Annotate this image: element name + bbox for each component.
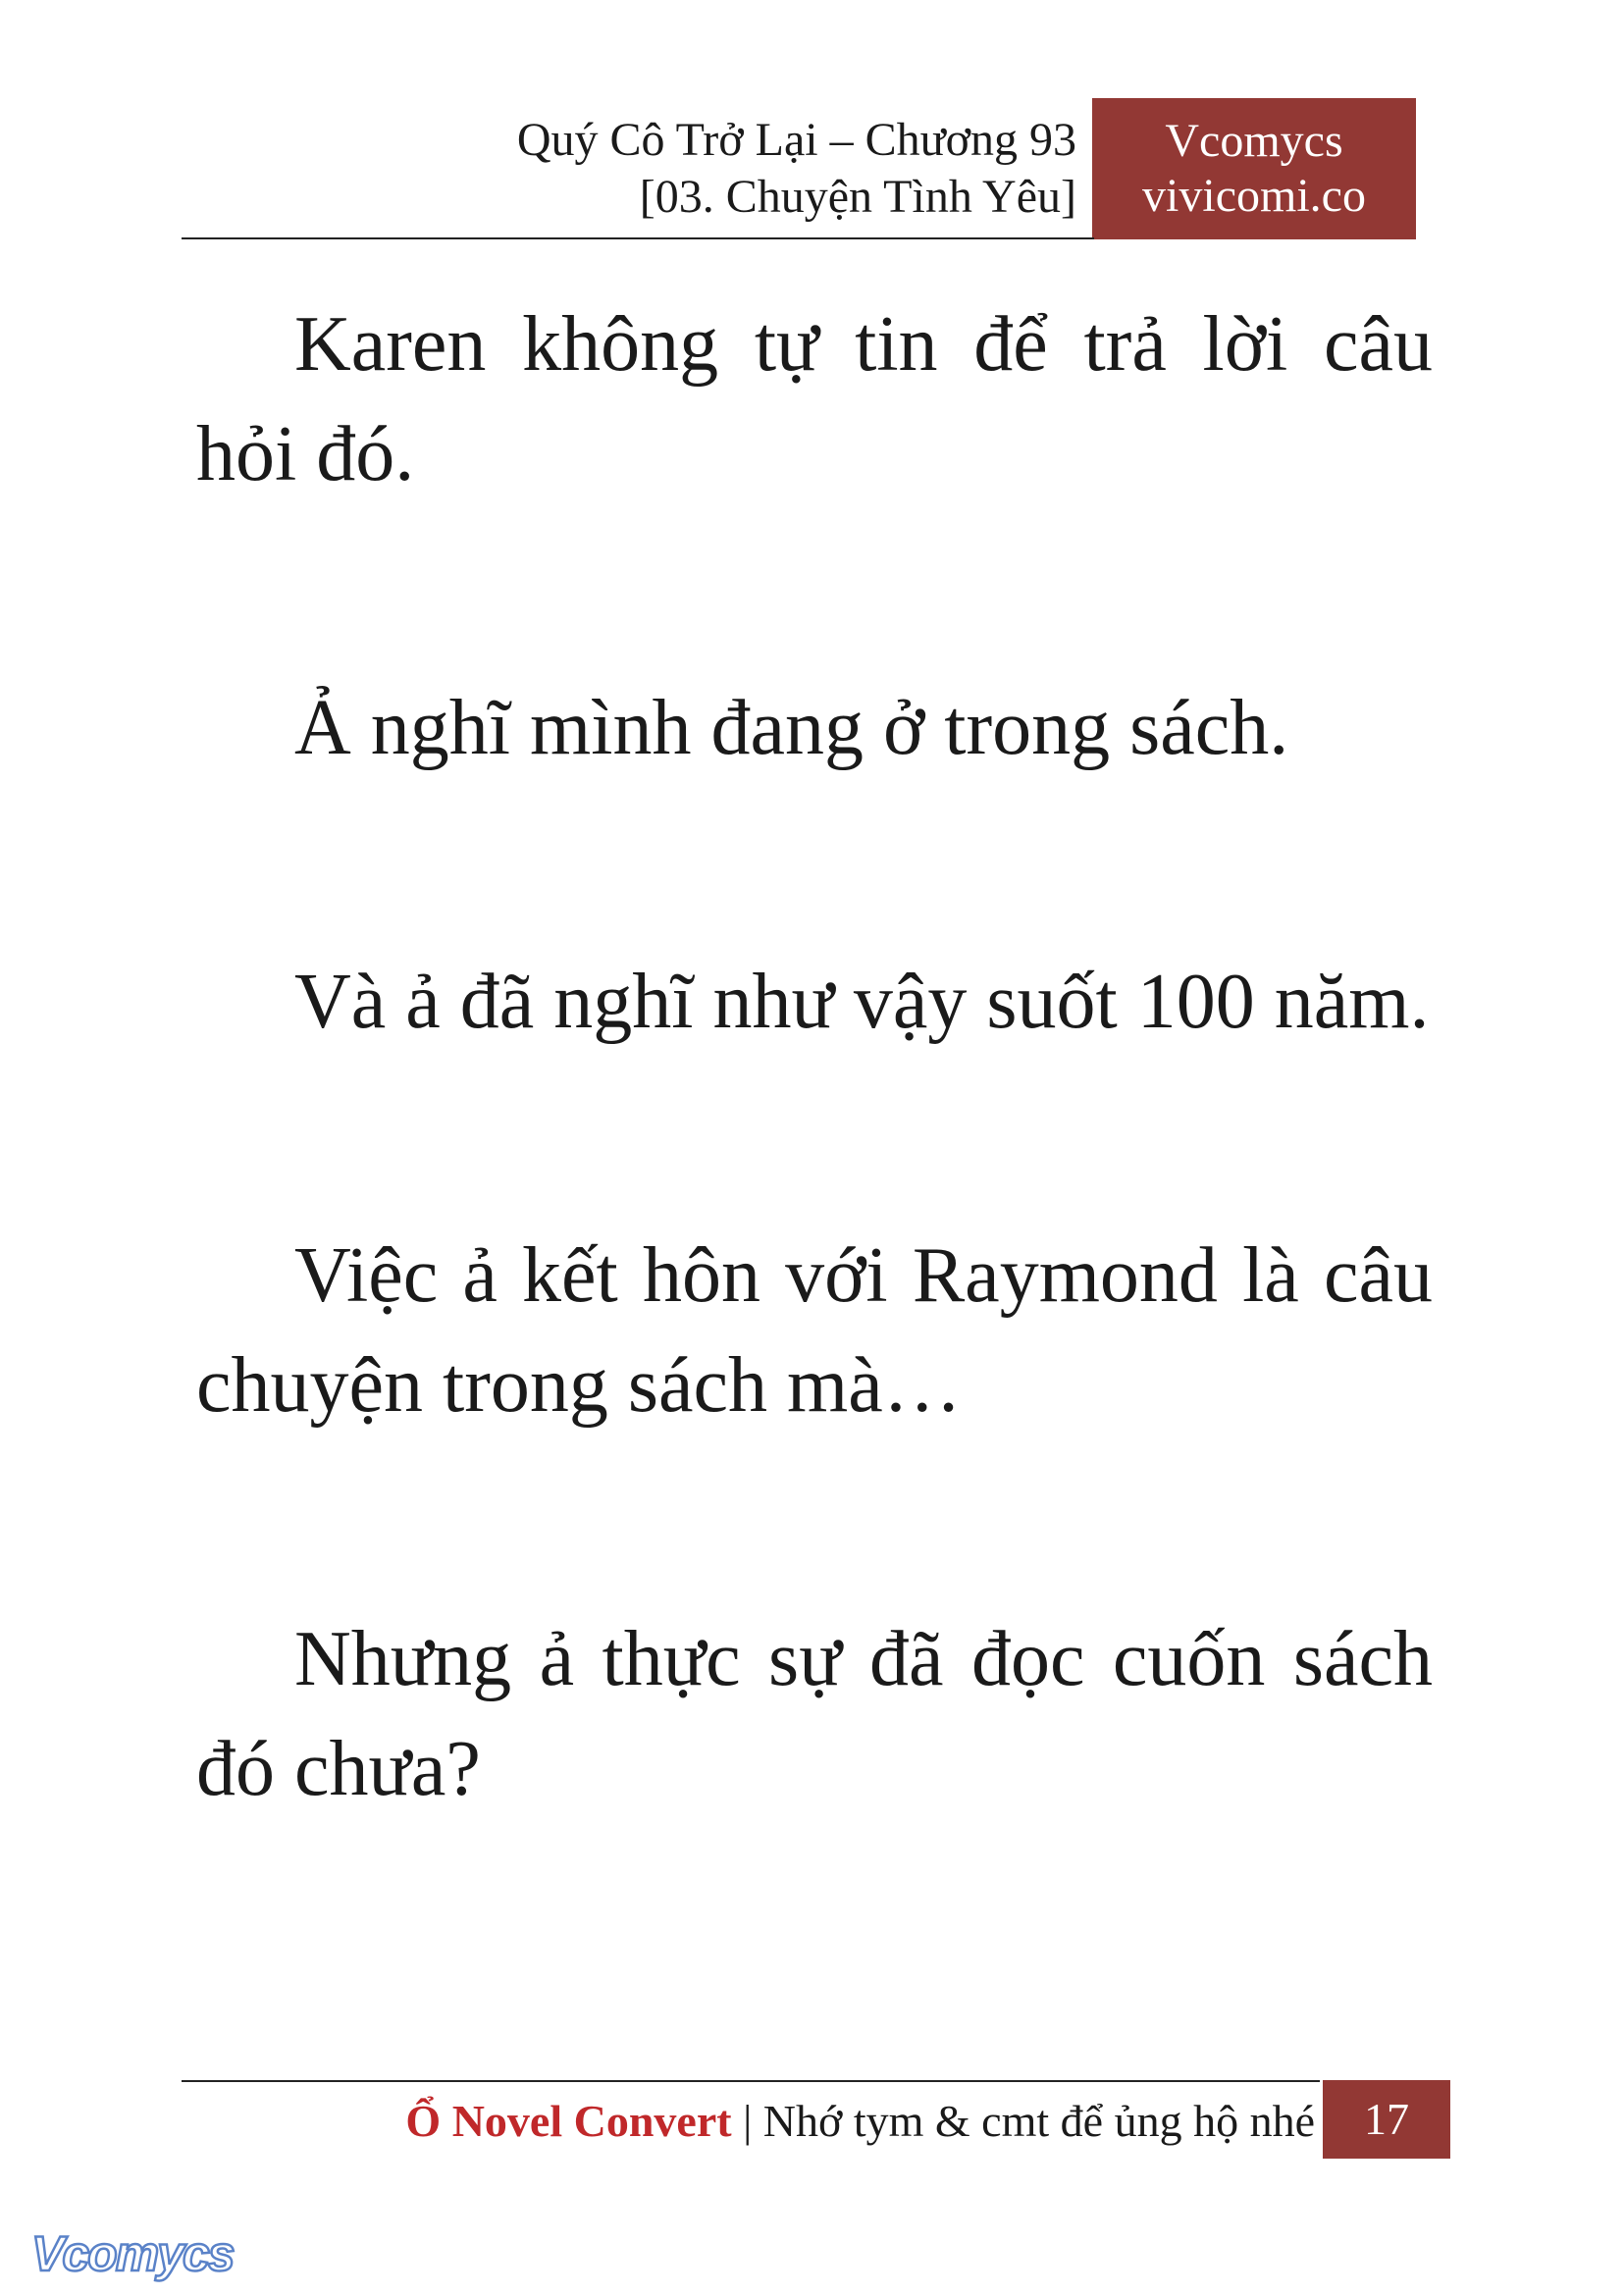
publisher-name: Vcomycs: [1165, 115, 1343, 167]
footer-message: Nhớ tym & cmt để ủng hộ nhé: [762, 2096, 1315, 2146]
page-body: [196, 289, 1433, 1824]
footer-divider: [182, 2080, 1320, 2082]
paragraph: Việc ả kết hôn với Raymond là câu chuyện trong sách mà…: [196, 1232, 1433, 1429]
publisher-badge: [1092, 98, 1416, 239]
watermark-text: Vcomycs: [31, 2226, 234, 2281]
footer-note: [405, 2094, 1315, 2149]
header-divider: [182, 237, 1094, 239]
paragraph: Karen không tự tin để trả lời câu hỏi đó.: [196, 301, 1433, 497]
page-footer: [182, 2080, 1450, 2159]
page-number: 17: [1323, 2080, 1450, 2159]
chapter-title: Quý Cô Trở Lại – Chương 93: [516, 114, 1076, 166]
chapter-subtitle: [03. Chuyện Tình Yêu]: [639, 171, 1076, 223]
vcomycs-watermark-logo: [27, 2225, 248, 2284]
paragraph: Nhưng ả thực sự đã đọc cuốn sách đó chưa?: [196, 1616, 1433, 1812]
page-header: [182, 98, 1416, 239]
publisher-site: vivicomi.co: [1142, 170, 1366, 222]
paragraph: Ả nghĩ mình đang ở trong sách.: [294, 685, 1289, 771]
paragraph: Và ả đã nghĩ như vậy suốt 100 năm.: [294, 959, 1430, 1045]
chapter-heading: [517, 112, 1076, 226]
footer-brand: Ổ Novel Convert: [405, 2096, 732, 2146]
footer-separator: |: [731, 2096, 763, 2146]
